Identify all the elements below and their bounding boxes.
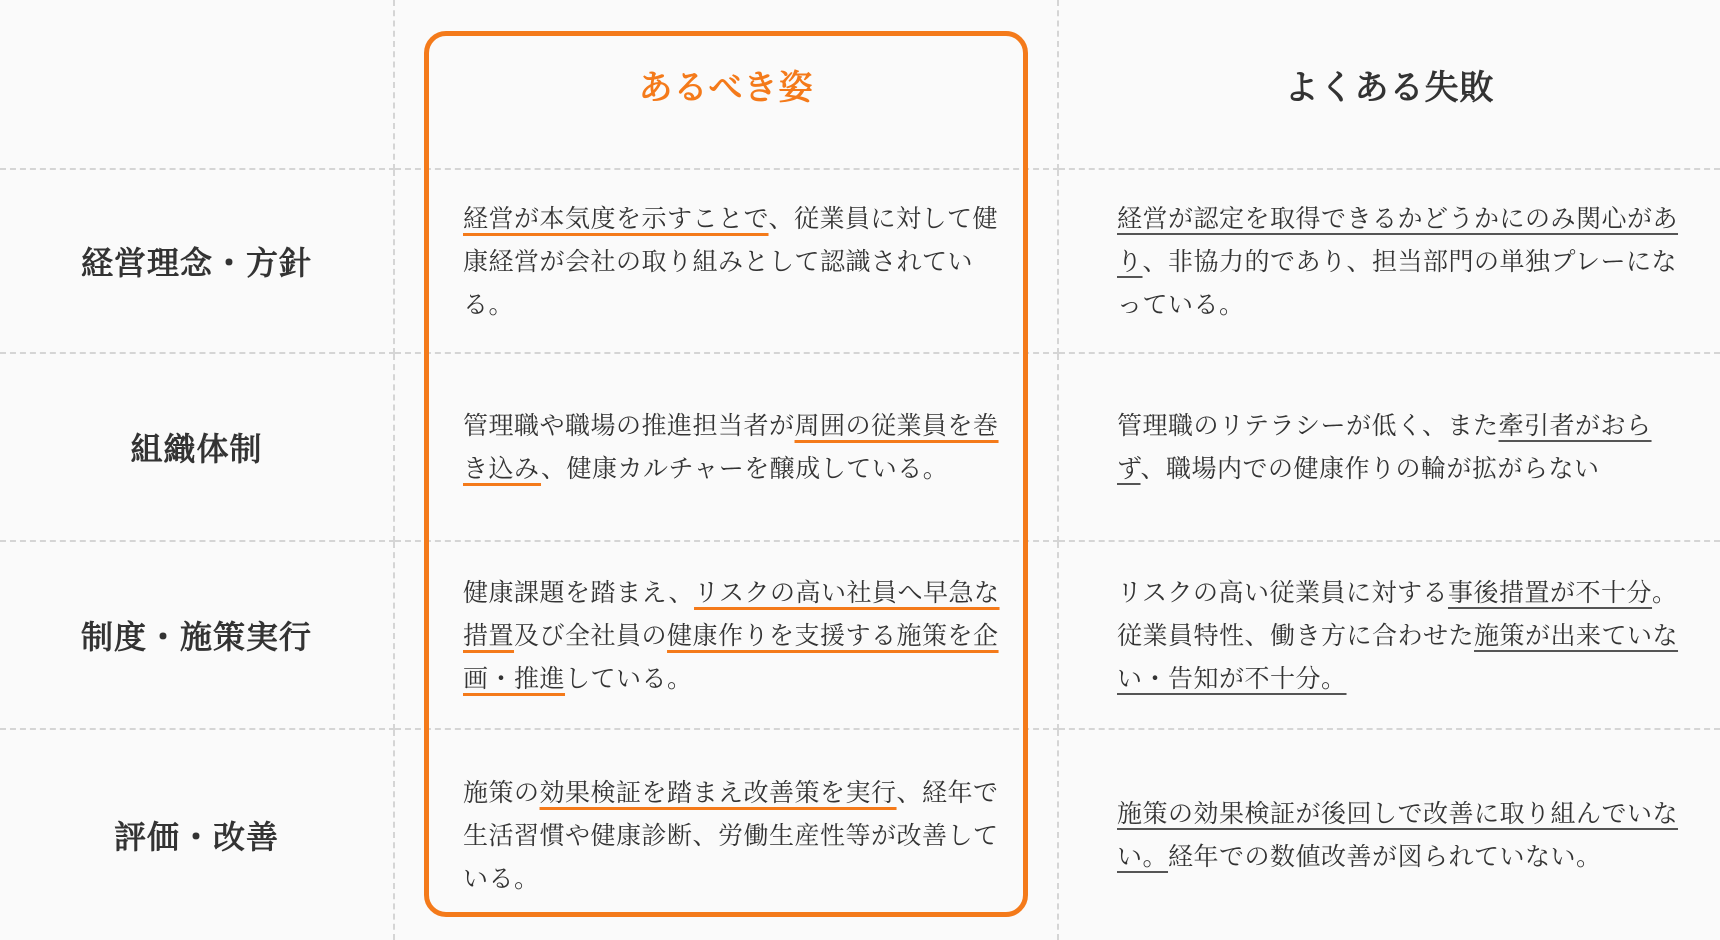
row-label-organization: 組織体制: [0, 354, 395, 542]
failure-cell-philosophy: [1059, 170, 1720, 354]
ideal-text-segment: 及び全社員の: [514, 620, 668, 650]
ideal-key-phrase: 経営が本気度を示すことで: [463, 203, 769, 233]
failure-text: [1117, 792, 1690, 878]
ideal-text-segment: 施策の: [463, 777, 540, 807]
ideal-cell-measures: [395, 542, 1059, 730]
ideal-text: [463, 571, 1017, 700]
row-label-philosophy: 経営理念・方針: [0, 170, 395, 354]
ideal-key-phrase: 効果検証を踏まえ改善策を実行: [539, 777, 897, 807]
row-label-measures: 制度・施策実行: [0, 542, 395, 730]
ideal-text: [463, 404, 1017, 490]
failure-text: [1117, 571, 1690, 700]
failure-text-segment: 、非協力的であり、担当部門の単独プレーになっている。: [1117, 246, 1678, 319]
failure-key-phrase: 施策が出来ていない・告知が不十分。: [1117, 620, 1679, 693]
failure-cell-evaluation: [1059, 730, 1720, 940]
row-label-evaluation: 評価・改善: [0, 730, 395, 940]
ideal-cell-philosophy: [395, 170, 1059, 354]
ideal-text-segment: 健康課題を踏まえ、: [463, 577, 695, 607]
ideal-cell-evaluation: [395, 730, 1059, 940]
ideal-key-phrase: 周囲の従業員を巻き込み: [463, 411, 999, 483]
ideal-cell-organization: [395, 354, 1059, 542]
header-ideal: あるべき姿: [395, 0, 1059, 170]
ideal-text-segment: 管理職や職場の推進担当者が: [463, 411, 795, 440]
failure-key-phrase: 施策の効果検証が後回しで改善に取り組んでいない。: [1117, 799, 1679, 871]
failure-cell-organization: [1059, 354, 1720, 542]
ideal-text-segment: 、健康カルチャーを醸成している。: [541, 454, 949, 483]
failure-text-segment: 経年での数値改善が図られていない。: [1168, 842, 1602, 871]
ideal-text-segment: 、従業員に対して健康経営が会社の取り組みとして認識されている。: [463, 203, 999, 319]
ideal-key-phrase: リスクの高い社員へ早急な措置: [463, 577, 1000, 650]
failure-text-segment: 、職場内での健康作りの輪が拡がらない: [1140, 454, 1600, 483]
ideal-text: [463, 771, 1017, 900]
failure-text-segment: リスクの高い従業員に対する: [1117, 577, 1449, 607]
ideal-key-phrase: 健康作りを支援する施策を企画・推進: [463, 620, 999, 693]
header-empty-cell: [0, 0, 395, 170]
failure-text: [1117, 197, 1690, 326]
ideal-text-segment: している。: [565, 663, 693, 693]
header-failure: よくある失敗: [1059, 0, 1720, 170]
failure-cell-measures: [1059, 542, 1720, 730]
ideal-text-segment: 、経年で生活習慣や健康診断、労働生産性等が改善している。: [463, 777, 999, 893]
failure-text: [1117, 404, 1690, 490]
failure-key-phrase: 経営が認定を取得できるかどうかにのみ関心があり: [1117, 203, 1679, 276]
failure-key-phrase: 事後措置が不十分: [1448, 577, 1653, 607]
failure-text-segment: 。従業員特性、働き方に合わせた: [1117, 577, 1678, 650]
ideal-text: [463, 197, 1017, 326]
failure-text-segment: 管理職のリテラシーが低く、また: [1117, 411, 1499, 440]
failure-key-phrase: 牽引者がおらず: [1117, 411, 1652, 483]
